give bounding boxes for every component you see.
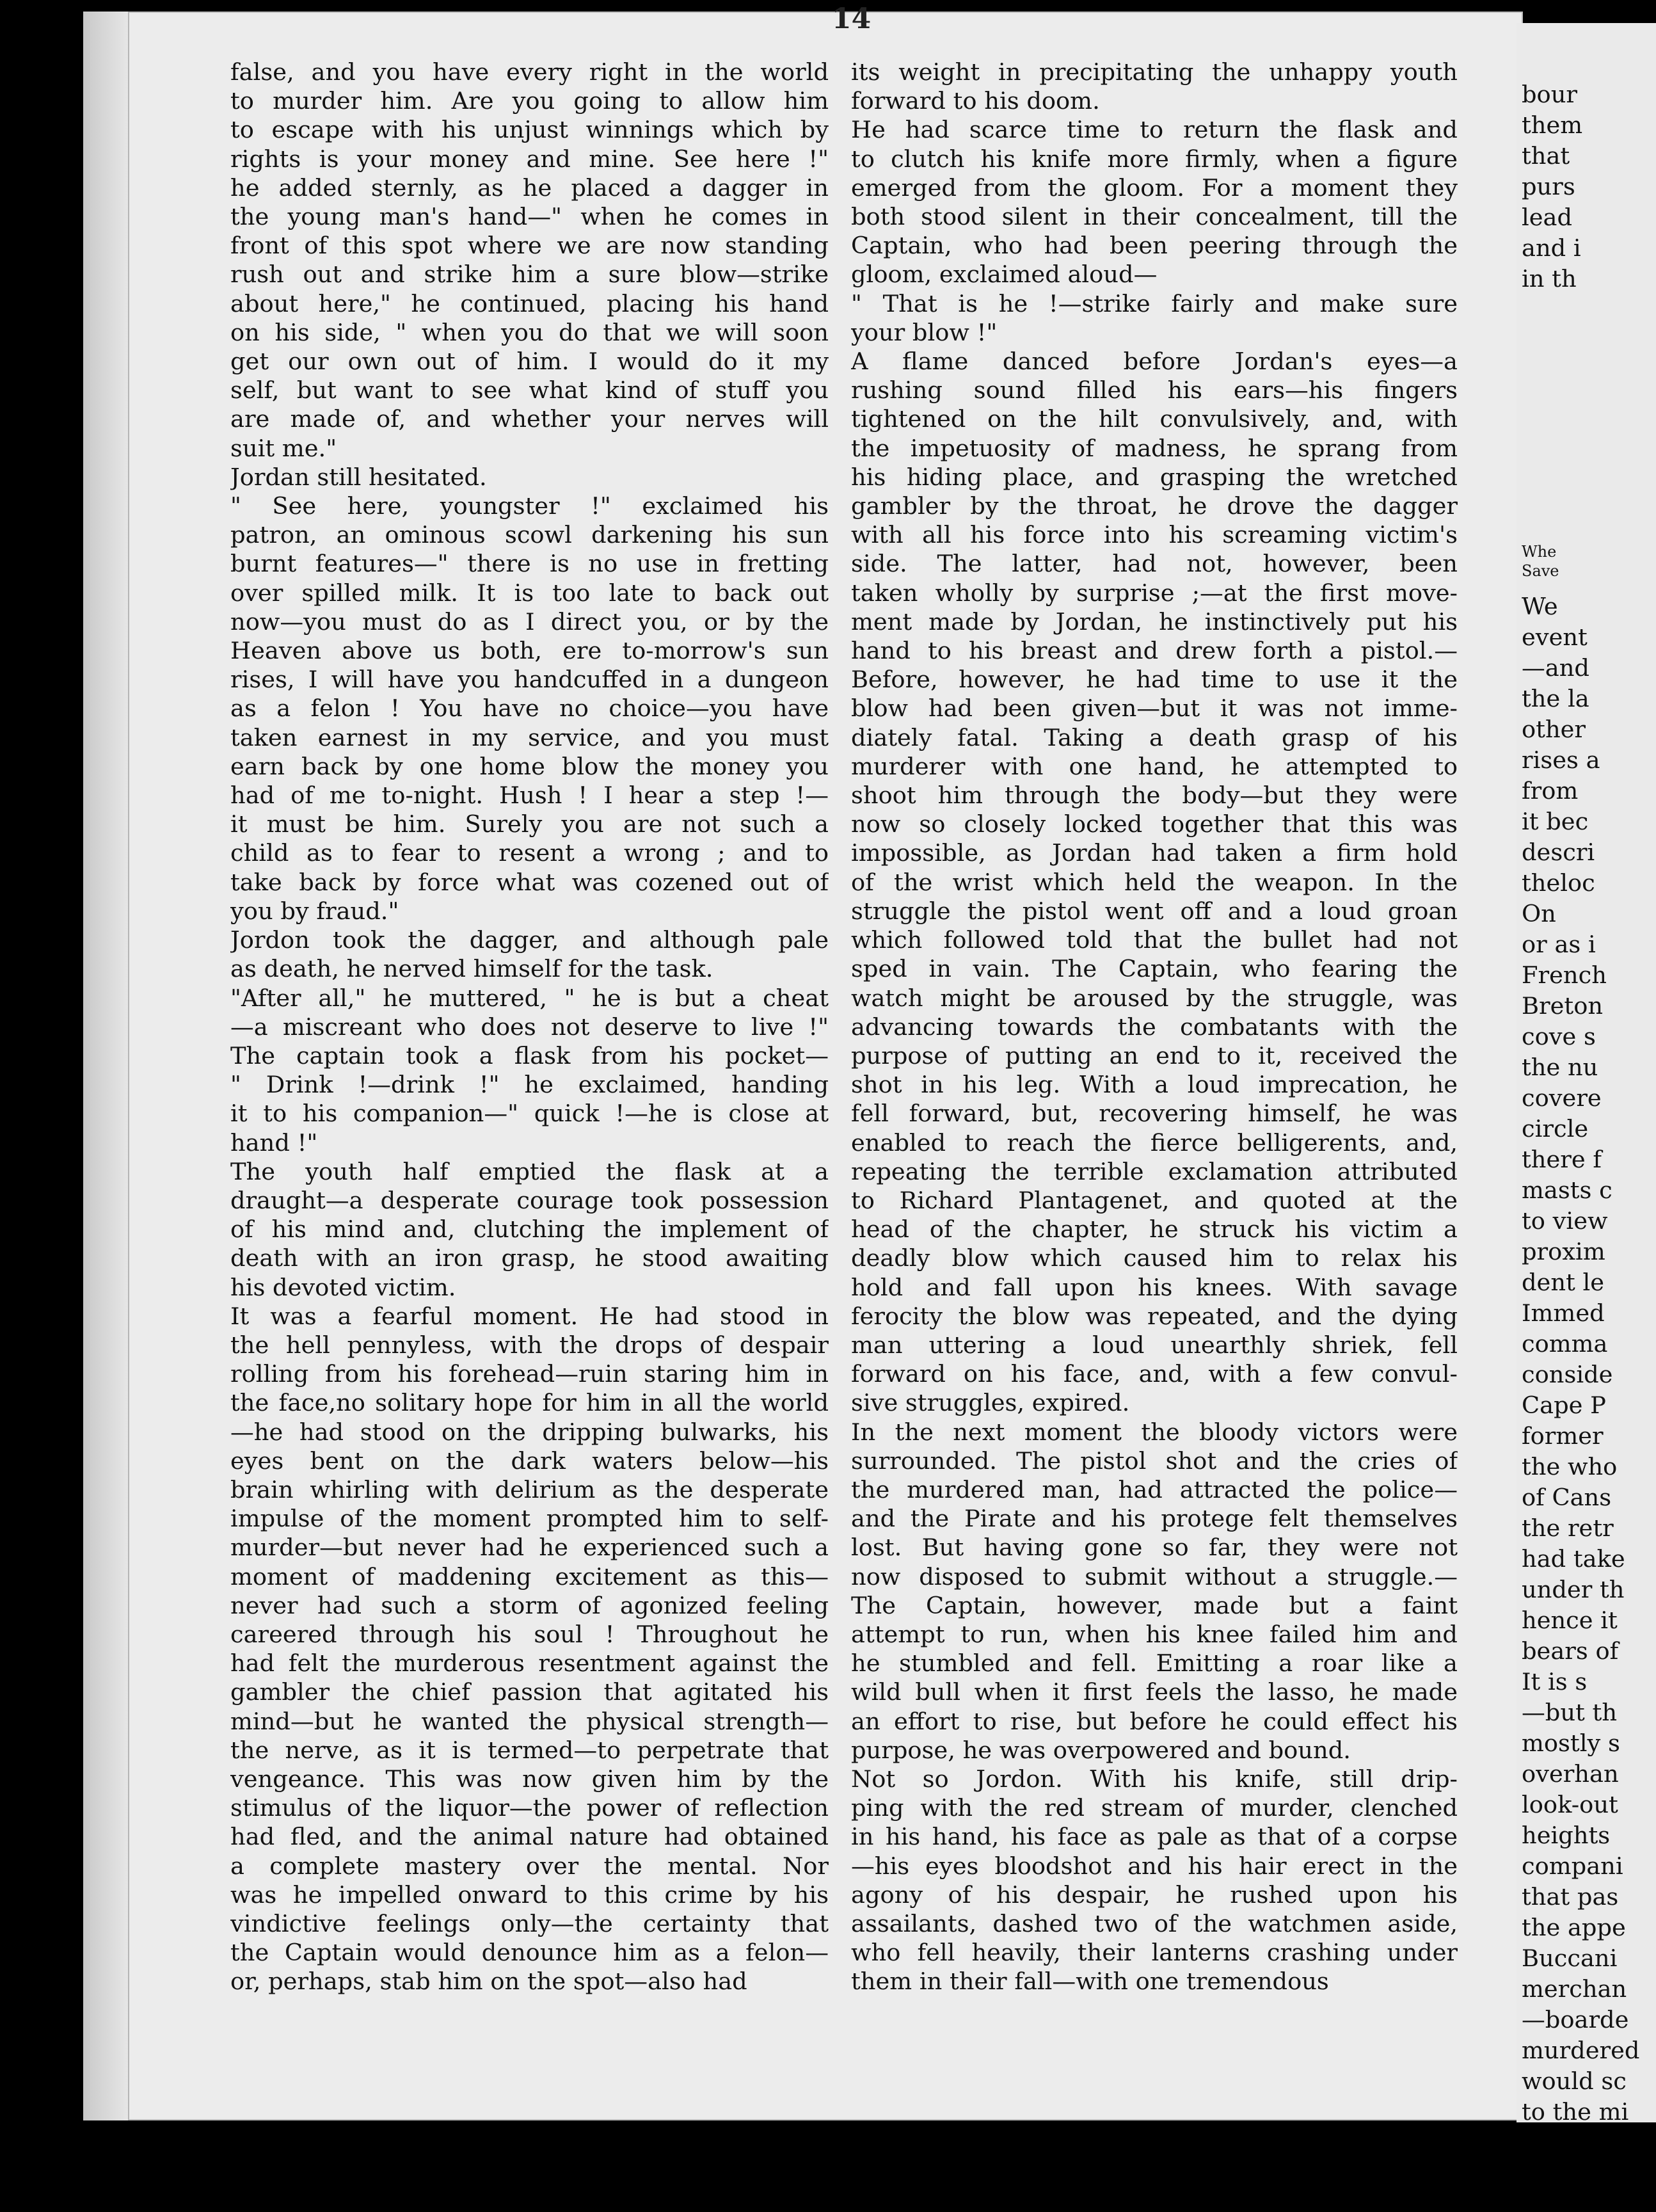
text-line: get our own out of him. I would do it my [230, 348, 829, 376]
text-line: —his eyes bloodshot and his hair erect in the [851, 1852, 1458, 1880]
text-line: are made of, and whether your nerves will [230, 405, 829, 433]
text-fragment: mostly s [1522, 1729, 1620, 1757]
text-line: them in their fall—with one tremendous [851, 1968, 1329, 1996]
text-line: or, perhaps, stab him on the spot—also had [230, 1968, 747, 1996]
text-line: assailants, dashed two of the watchmen aside, [851, 1910, 1458, 1937]
text-line: A flame danced before Jordan's eyes—a [851, 348, 1458, 376]
text-line: The youth half emptied the flask at a [230, 1157, 829, 1185]
text-line: never had such a storm of agonized feeling [230, 1591, 829, 1619]
text-line: —he had stood on the dripping bulwarks, his [230, 1418, 829, 1446]
text-line: the hell pennyless, with the drops of despair [230, 1331, 829, 1359]
text-fragment: the nu [1522, 1054, 1598, 1081]
text-fragment: rises a [1522, 746, 1600, 774]
text-line: surrounded. The pistol shot and the cries of [851, 1447, 1458, 1475]
text-line: ping with the red stream of murder, clenched [851, 1794, 1458, 1822]
text-line: patron, an ominous scowl darkening his sun [230, 521, 829, 549]
text-line: Captain, who had been peering through the [851, 232, 1458, 260]
text-line: vindictive feelings only—the certainty that [230, 1910, 829, 1937]
text-line: forward on his face, and, with a few convul- [851, 1360, 1458, 1388]
text-line: it to his companion—" quick !—he is close at [230, 1100, 829, 1128]
text-fragment: there f [1522, 1146, 1602, 1173]
text-line: and the Pirate and his protege felt themselves [851, 1505, 1458, 1533]
text-line: the Captain would denounce him as a felon— [230, 1939, 829, 1967]
text-line: over spilled milk. It is too late to back out [230, 579, 829, 607]
text-fragment: other [1522, 716, 1586, 743]
text-line: Heaven above us both, ere to-morrow's sun [230, 637, 829, 665]
text-fragment: the appe [1522, 1914, 1626, 1941]
text-fragment: comma [1522, 1330, 1608, 1358]
text-line: who fell heavily, their lanterns crashing under [851, 1939, 1458, 1967]
text-line: was he impelled onward to this crime by his [230, 1880, 829, 1909]
text-fragment: to view [1522, 1207, 1608, 1235]
text-line: sive struggles, expired. [851, 1389, 1130, 1417]
page-number: 14 [832, 3, 872, 35]
text-line: purpose, he was overpowered and bound. [851, 1736, 1351, 1764]
text-fragment: heights [1522, 1822, 1611, 1849]
text-fragment: We [1522, 593, 1558, 620]
text-line: shoot him through the body—but they were [851, 781, 1458, 810]
text-line: deadly blow which caused him to relax his [851, 1244, 1458, 1272]
text-line: it must be him. Surely you are not such a [230, 810, 829, 838]
text-line: child as to fear to resent a wrong ; and to [230, 839, 829, 867]
text-line: as a felon ! You have no choice—you have [230, 694, 829, 723]
page-binding-edge [83, 12, 129, 2120]
text-line: mind—but he wanted the physical strength— [230, 1707, 829, 1735]
text-line: —a miscreant who does not deserve to live !" [230, 1013, 829, 1041]
text-fragment: descri [1522, 838, 1595, 866]
text-line: now—you must do as I direct you, or by the [230, 607, 829, 636]
text-line: sped in vain. The Captain, who fearing the [851, 955, 1458, 983]
text-fragment: covere [1522, 1084, 1602, 1112]
text-fragment: from [1522, 777, 1579, 805]
text-line: impossible, as Jordan had taken a firm hold [851, 839, 1458, 867]
text-line: his hiding place, and grasping the wretched [851, 463, 1458, 491]
text-line: hold and fall upon his knees. With savage [851, 1273, 1458, 1301]
text-fragment: under th [1522, 1576, 1625, 1603]
text-fragment: or as i [1522, 931, 1596, 958]
text-line: the face,no solitary hope for him in all the world [230, 1389, 829, 1417]
text-line: blow had been given—but it was not imme- [851, 694, 1458, 723]
text-fragment: event [1522, 623, 1588, 651]
text-line: the nerve, as it is termed—to perpetrate that [230, 1736, 829, 1764]
text-fragment: conside [1522, 1361, 1613, 1388]
text-fragment: Save [1522, 562, 1559, 580]
text-line: eyes bent on the dark waters below—his [230, 1447, 829, 1475]
text-line: gloom, exclaimed aloud— [851, 260, 1158, 289]
text-line: purpose of putting an end to it, received the [851, 1041, 1458, 1070]
text-line: ment made by Jordan, he instinctively put his [851, 607, 1458, 636]
text-line: had fled, and the animal nature had obtained [230, 1823, 829, 1851]
text-line: taken earnest in my service, and you must [230, 723, 829, 751]
text-line: brain whirling with delirium as the desperate [230, 1475, 829, 1503]
text-line: on his side, " when you do that we will soon [230, 318, 829, 346]
text-line: now disposed to submit without a struggle.— [851, 1562, 1458, 1591]
text-fragment: —boarde [1522, 2006, 1629, 2033]
text-fragment: purs [1522, 173, 1575, 200]
text-line: "After all," he muttered, " he is but a cheat [230, 984, 829, 1012]
text-line: Not so Jordon. With his knife, still drip- [851, 1765, 1458, 1793]
text-line: of the wrist which held the weapon. In the [851, 868, 1458, 896]
text-line: self, but want to see what kind of stuff you [230, 376, 829, 405]
text-line: the young man's hand—" when he comes in [230, 203, 829, 231]
text-line: false, and you have every right in the world [230, 58, 829, 86]
text-line: murderer with one hand, he attempted to [851, 752, 1458, 780]
text-line: its weight in precipitating the unhappy youth [851, 58, 1458, 86]
text-fragment: that [1522, 142, 1570, 170]
text-line: head of the chapter, he struck his victim a [851, 1215, 1458, 1244]
text-fragment: it bec [1522, 808, 1589, 835]
text-line: rolling from his forehead—ruin staring him in [230, 1360, 829, 1388]
text-fragment: Whe [1522, 543, 1557, 561]
text-line: which followed told that the bullet had not [851, 926, 1458, 954]
text-fragment: to the mi [1522, 2098, 1629, 2122]
text-line: advancing towards the combatants with the [851, 1013, 1458, 1041]
text-fragment: Breton [1522, 992, 1604, 1020]
text-line: The captain took a flask from his pocket— [230, 1041, 829, 1070]
text-line: draught—a desperate courage took possession [230, 1186, 829, 1214]
text-line: suit me." [230, 434, 337, 462]
text-fragment: lead [1522, 204, 1573, 231]
text-fragment: would sc [1522, 2067, 1627, 2095]
text-line: as death, he nerved himself for the task. [230, 955, 713, 983]
text-fragment: merchan [1522, 1975, 1627, 2003]
text-line: Before, however, he had time to use it the [851, 666, 1458, 694]
text-line: man uttering a loud unearthly shriek, fell [851, 1331, 1458, 1359]
text-fragment: and i [1522, 234, 1581, 262]
text-line: had felt the murderous resentment against the [230, 1649, 829, 1678]
text-fragment: them [1522, 111, 1583, 139]
text-line: It was a fearful moment. He had stood in [230, 1302, 829, 1330]
text-line: " That is he !—strike fairly and make sure [851, 289, 1458, 317]
text-line: shot in his leg. With a loud imprecation, he [851, 1071, 1458, 1099]
text-line: ferocity the blow was repeated, and the dying [851, 1302, 1458, 1330]
text-fragment: masts c [1522, 1176, 1612, 1204]
text-fragment: Buccani [1522, 1944, 1618, 1972]
text-line: rushing sound filled his ears—his fingers [851, 376, 1458, 405]
text-line: struggle the pistol went off and a loud groan [851, 897, 1458, 925]
text-line: He had scarce time to return the flask and [851, 116, 1458, 144]
text-fragment: French [1522, 961, 1607, 989]
text-line: watch might be aroused by the struggle, was [851, 984, 1458, 1012]
text-line: an effort to rise, but before he could effect his [851, 1707, 1458, 1735]
text-line: rush out and strike him a sure blow—strike [230, 260, 829, 289]
text-fragment: —but th [1522, 1699, 1618, 1726]
text-line: tightened on the hilt convulsively, and, with [851, 405, 1458, 433]
text-line: burnt features—" there is no use in fretting [230, 550, 829, 578]
text-fragment: On [1522, 900, 1556, 927]
text-line: you by fraud." [230, 897, 399, 925]
text-line: he stumbled and fell. Emitting a roar like a [851, 1649, 1458, 1678]
text-line: emerged from the gloom. For a moment they [851, 173, 1458, 202]
text-fragment: compani [1522, 1852, 1623, 1880]
text-fragment: murdered [1522, 2037, 1640, 2064]
text-line: both stood silent in their concealment, till the [851, 203, 1458, 231]
text-fragment: the retr [1522, 1514, 1614, 1542]
text-line: he added sternly, as he placed a dagger in [230, 173, 829, 202]
text-line: attempt to run, when his knee failed him and [851, 1620, 1458, 1648]
text-line: wild bull when it first feels the lasso, he made [851, 1678, 1458, 1706]
text-fragment: theloc [1522, 869, 1595, 897]
text-line: about here," he continued, placing his hand [230, 289, 829, 317]
text-fragment: Immed [1522, 1299, 1605, 1327]
text-line: to murder him. Are you going to allow him [230, 87, 829, 115]
text-line: hand !" [230, 1128, 318, 1157]
text-fragment: hence it [1522, 1607, 1618, 1634]
text-line: hand to his breast and drew forth a pistol.— [851, 637, 1458, 665]
text-line: now so closely locked together that this was [851, 810, 1458, 838]
text-fragment: former [1522, 1422, 1604, 1450]
text-line: " See here, youngster !" exclaimed his [230, 492, 829, 520]
text-line: the murdered man, had attracted the police— [851, 1475, 1458, 1503]
text-line: gambler by the throat, he drove the dagger [851, 492, 1458, 520]
text-fragment: had take [1522, 1545, 1625, 1573]
text-line: to Richard Plantagenet, and quoted at the [851, 1186, 1458, 1214]
text-line: murder—but never had he experienced such a [230, 1534, 829, 1562]
text-line: your blow !" [851, 318, 998, 346]
text-line: enabled to reach the fierce belligerents, and, [851, 1128, 1458, 1157]
text-line: stimulus of the liquor—the power of reflection [230, 1794, 829, 1822]
text-line: in his hand, his face as pale as that of a corpse [851, 1823, 1458, 1851]
text-fragment: in th [1522, 265, 1577, 293]
text-fragment: Cape P [1522, 1391, 1606, 1419]
text-line: vengeance. This was now given him by the [230, 1765, 829, 1793]
text-line: a complete mastery over the mental. Nor [230, 1852, 829, 1880]
text-line: In the next moment the bloody victors were [851, 1418, 1458, 1446]
text-line: " Drink !—drink !" he exclaimed, handing [230, 1071, 829, 1099]
text-line: impulse of the moment prompted him to self- [230, 1505, 829, 1533]
text-line: rises, I will have you handcuffed in a dungeon [230, 666, 829, 694]
text-line: rights is your money and mine. See here !" [230, 145, 829, 173]
text-line: moment of maddening excitement as this— [230, 1562, 829, 1591]
text-fragment: bears of [1522, 1637, 1619, 1665]
text-fragment: It is s [1522, 1668, 1588, 1695]
text-line: front of this spot where we are now standing [230, 232, 829, 260]
text-fragment: dent le [1522, 1269, 1605, 1296]
text-fragment: the who [1522, 1453, 1618, 1480]
text-line: forward to his doom. [851, 87, 1100, 115]
text-line: of his mind and, clutching the implement of [230, 1215, 829, 1244]
text-line: fell forward, but, recovering himself, he was [851, 1100, 1458, 1128]
text-line: careered through his soul ! Throughout he [230, 1620, 829, 1648]
text-line: earn back by one home blow the money you [230, 752, 829, 780]
text-line: agony of his despair, he rushed upon his [851, 1880, 1458, 1909]
text-line: gambler the chief passion that agitated his [230, 1678, 829, 1706]
text-line: taken wholly by surprise ;—at the first move- [851, 579, 1458, 607]
right-page-partial [1517, 23, 1656, 2122]
text-line: with all his force into his screaming victim's [851, 521, 1458, 549]
middle-text-column [851, 58, 1458, 1996]
text-line: had of me to-night. Hush ! I hear a step !— [230, 781, 829, 810]
left-text-column [230, 58, 829, 1996]
text-line: to escape with his unjust winnings which by [230, 116, 829, 144]
text-line: take back by force what was cozened out of [230, 868, 829, 896]
text-line: to clutch his knife more firmly, when a figure [851, 145, 1458, 173]
text-line: side. The latter, had not, however, been [851, 550, 1458, 578]
text-fragment: overhan [1522, 1760, 1619, 1788]
text-line: the impetuosity of madness, he sprang from [851, 434, 1458, 462]
text-line: Jordan still hesitated. [230, 463, 487, 491]
text-line: Jordon took the dagger, and although pale [230, 926, 829, 954]
text-fragment: look-out [1522, 1791, 1618, 1818]
text-line: death with an iron grasp, he stood awaiting [230, 1244, 829, 1272]
text-fragment: —and [1522, 654, 1589, 682]
text-fragment: that pas [1522, 1883, 1619, 1911]
text-fragment: proxim [1522, 1238, 1605, 1265]
text-line: lost. But having gone so far, they were not [851, 1534, 1458, 1562]
text-line: his devoted victim. [230, 1273, 456, 1301]
text-fragment: cove s [1522, 1023, 1596, 1050]
text-fragment: bour [1522, 81, 1577, 108]
text-line: The Captain, however, made but a faint [851, 1591, 1458, 1619]
text-fragment: the la [1522, 685, 1589, 712]
text-line: diately fatal. Taking a death grasp of his [851, 723, 1458, 751]
text-line: repeating the terrible exclamation attributed [851, 1157, 1458, 1185]
text-fragment: of Cans [1522, 1484, 1612, 1511]
text-fragment: circle [1522, 1115, 1589, 1142]
